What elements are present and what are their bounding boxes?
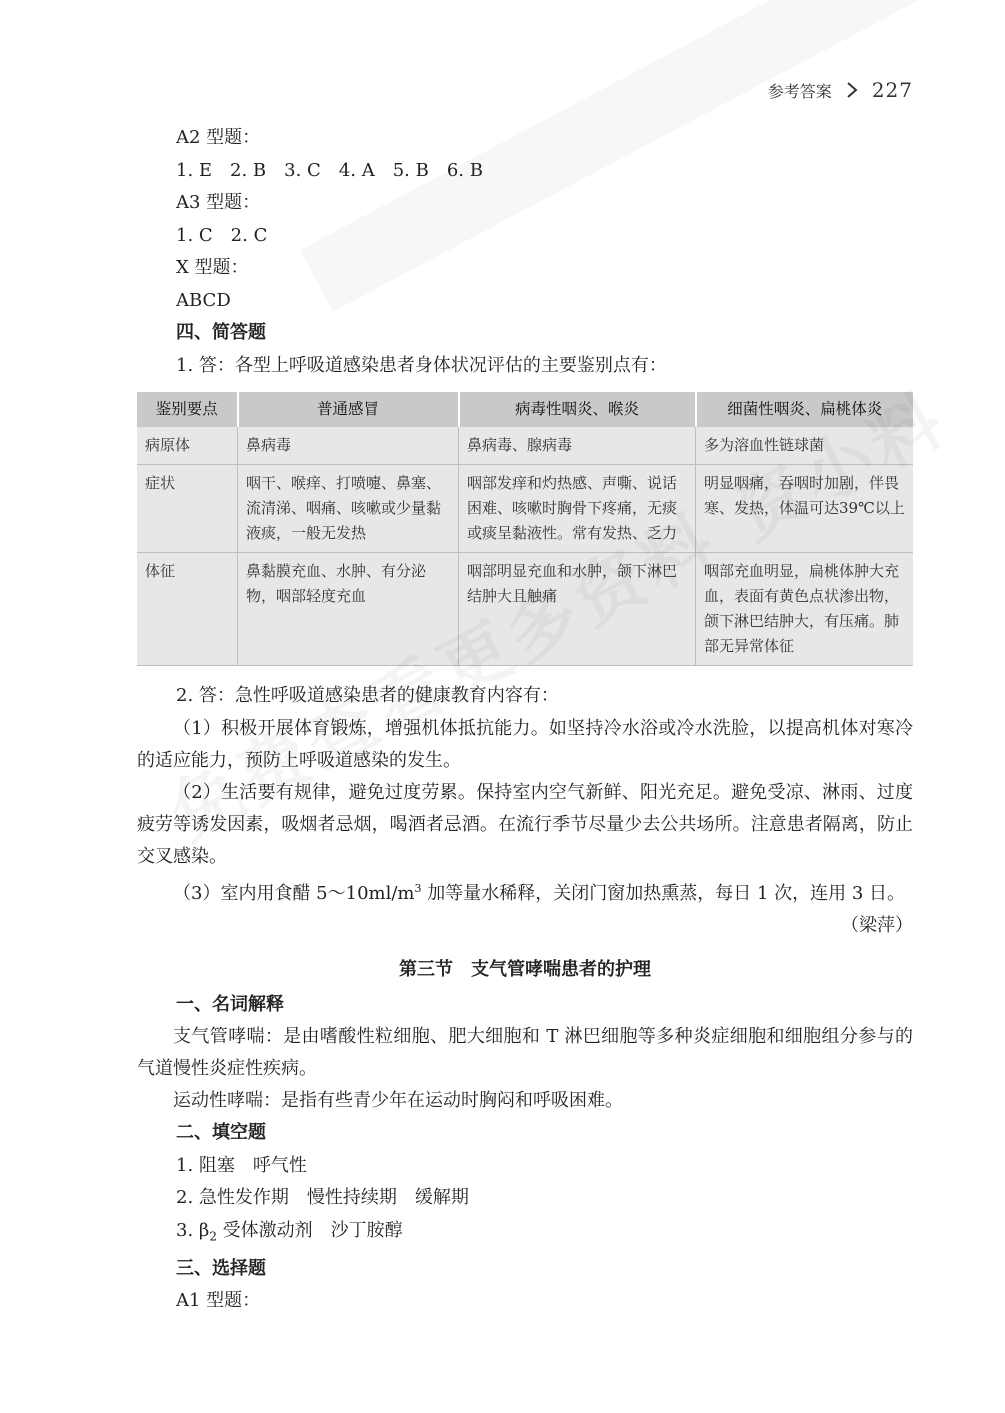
table-header-cell: 病毒性咽炎、喉炎	[459, 392, 696, 427]
table-row	[137, 465, 913, 553]
q2-intro: 2. 答：急性呼吸道感染患者的健康教育内容有：	[176, 685, 559, 706]
section-title: 第三节 支气管哮喘患者的护理	[399, 959, 651, 980]
q2-item-3-text: （3）室内用食醋 5～10ml/m	[173, 882, 415, 904]
table-cell: 体征	[137, 553, 238, 666]
part2-heading: 二、填空题	[176, 1122, 266, 1143]
fill-answer-3	[137, 1215, 913, 1253]
table-header-cell: 普通感冒	[238, 392, 459, 427]
q2-item-3	[137, 873, 913, 910]
table-cell: 鼻黏膜充血、水肿、有分泌物，咽部轻度充血	[238, 553, 459, 666]
subscript: 2	[209, 1229, 217, 1244]
fill-answer-3-text: 3. β	[176, 1219, 210, 1241]
comparison-table	[137, 392, 913, 666]
x-answers: ABCD	[176, 289, 231, 311]
a2-label: A2 型题：	[176, 127, 261, 148]
q2-item-1: （1）积极开展体育锻炼，增强机体抵抗能力。如坚持冷水浴或冷水洗脸，以提高机体对寒冷的适应能力，预防上呼吸道感染的发生。	[137, 717, 913, 771]
definition-asthma: 支气管哮喘：是由嗜酸性粒细胞、肥大细胞和 T 淋巴细胞等多种炎症细胞和细胞组分参与的气道慢性炎症性疾病。	[137, 1026, 913, 1079]
superscript: 3	[414, 881, 422, 895]
table-cell: 鼻病毒	[238, 427, 459, 465]
a3-answers: 1. C 2. C	[176, 224, 268, 246]
table-cell: 病原体	[137, 427, 238, 465]
q2-item-2: （2）生活要有规律，避免过度劳累。保持室内空气新鲜、阳光充足。避免受凉、淋雨、过度疲劳等诱发因素，吸烟者忌烟，喝酒者忌酒。在流行季节尽量少去公共场所。注意患者隔离，防止交叉感染。	[137, 781, 913, 867]
part3-heading: 三、选择题	[176, 1257, 266, 1279]
fill-answer-2: 2. 急性发作期 慢性持续期 缓解期	[176, 1187, 469, 1208]
section4-heading: 四、简答题	[176, 322, 266, 343]
page-body	[137, 122, 913, 1318]
table-cell: 咽部发痒和灼热感、声嘶、说话困难、咳嗽时胸骨下疼痛，无痰或痰呈黏液性。常有发热、乏力	[459, 465, 696, 553]
q2-item-3-rest: 加等量水稀释，关闭门窗加热熏蒸，每日 1 次，连用 3 日。	[421, 882, 906, 904]
table-cell: 多为溶血性链球菌	[696, 427, 914, 465]
table-cell: 咽部明显充血和水肿，颌下淋巴结肿大且触痛	[459, 553, 696, 666]
x-label: X 型题：	[176, 257, 249, 278]
table-cell: 咽部充血明显，扁桃体肿大充血，表面有黄色点状渗出物，颌下淋巴结肿大，有压痛。肺部无异常体征	[696, 553, 914, 666]
part1-heading: 一、名词解释	[176, 993, 284, 1015]
chevron-right-icon	[846, 82, 858, 98]
author: （梁萍）	[841, 914, 913, 936]
table-header-cell: 细菌性咽炎、扁桃体炎	[696, 392, 914, 427]
table-row	[137, 427, 913, 465]
table-cell: 鼻病毒、腺病毒	[459, 427, 696, 465]
page-number: 227	[871, 78, 913, 102]
a3-label: A3 型题：	[176, 192, 261, 213]
a2-answers: 1. E 2. B 3. C 4. A 5. B 6. B	[176, 159, 483, 181]
table-cell: 咽干、喉痒、打喷嚏、鼻塞、流清涕、咽痛、咳嗽或少量黏液痰，一般无发热	[238, 465, 459, 553]
table-cell: 症状	[137, 465, 238, 553]
running-head: 参考答案	[767, 81, 832, 101]
page-header	[768, 78, 913, 102]
fill-answer-3-rest: 受体激动剂 沙丁胺醇	[216, 1219, 403, 1241]
table-cell: 明显咽痛，吞咽时加剧，伴畏寒、发热，体温可达39℃以上	[696, 465, 914, 553]
table-header-cell: 鉴别要点	[137, 392, 238, 427]
q1-intro: 1. 答：各型上呼吸道感染患者身体状况评估的主要鉴别点有：	[176, 354, 667, 376]
table-row	[137, 553, 913, 666]
definition-exercise-asthma: 运动性哮喘：是指有些青少年在运动时胸闷和呼吸困难。	[173, 1090, 623, 1111]
fill-answer-1: 1. 阻塞 呼气性	[176, 1154, 307, 1176]
a1-label: A1 型题：	[176, 1290, 261, 1312]
table-header-row	[137, 392, 913, 427]
